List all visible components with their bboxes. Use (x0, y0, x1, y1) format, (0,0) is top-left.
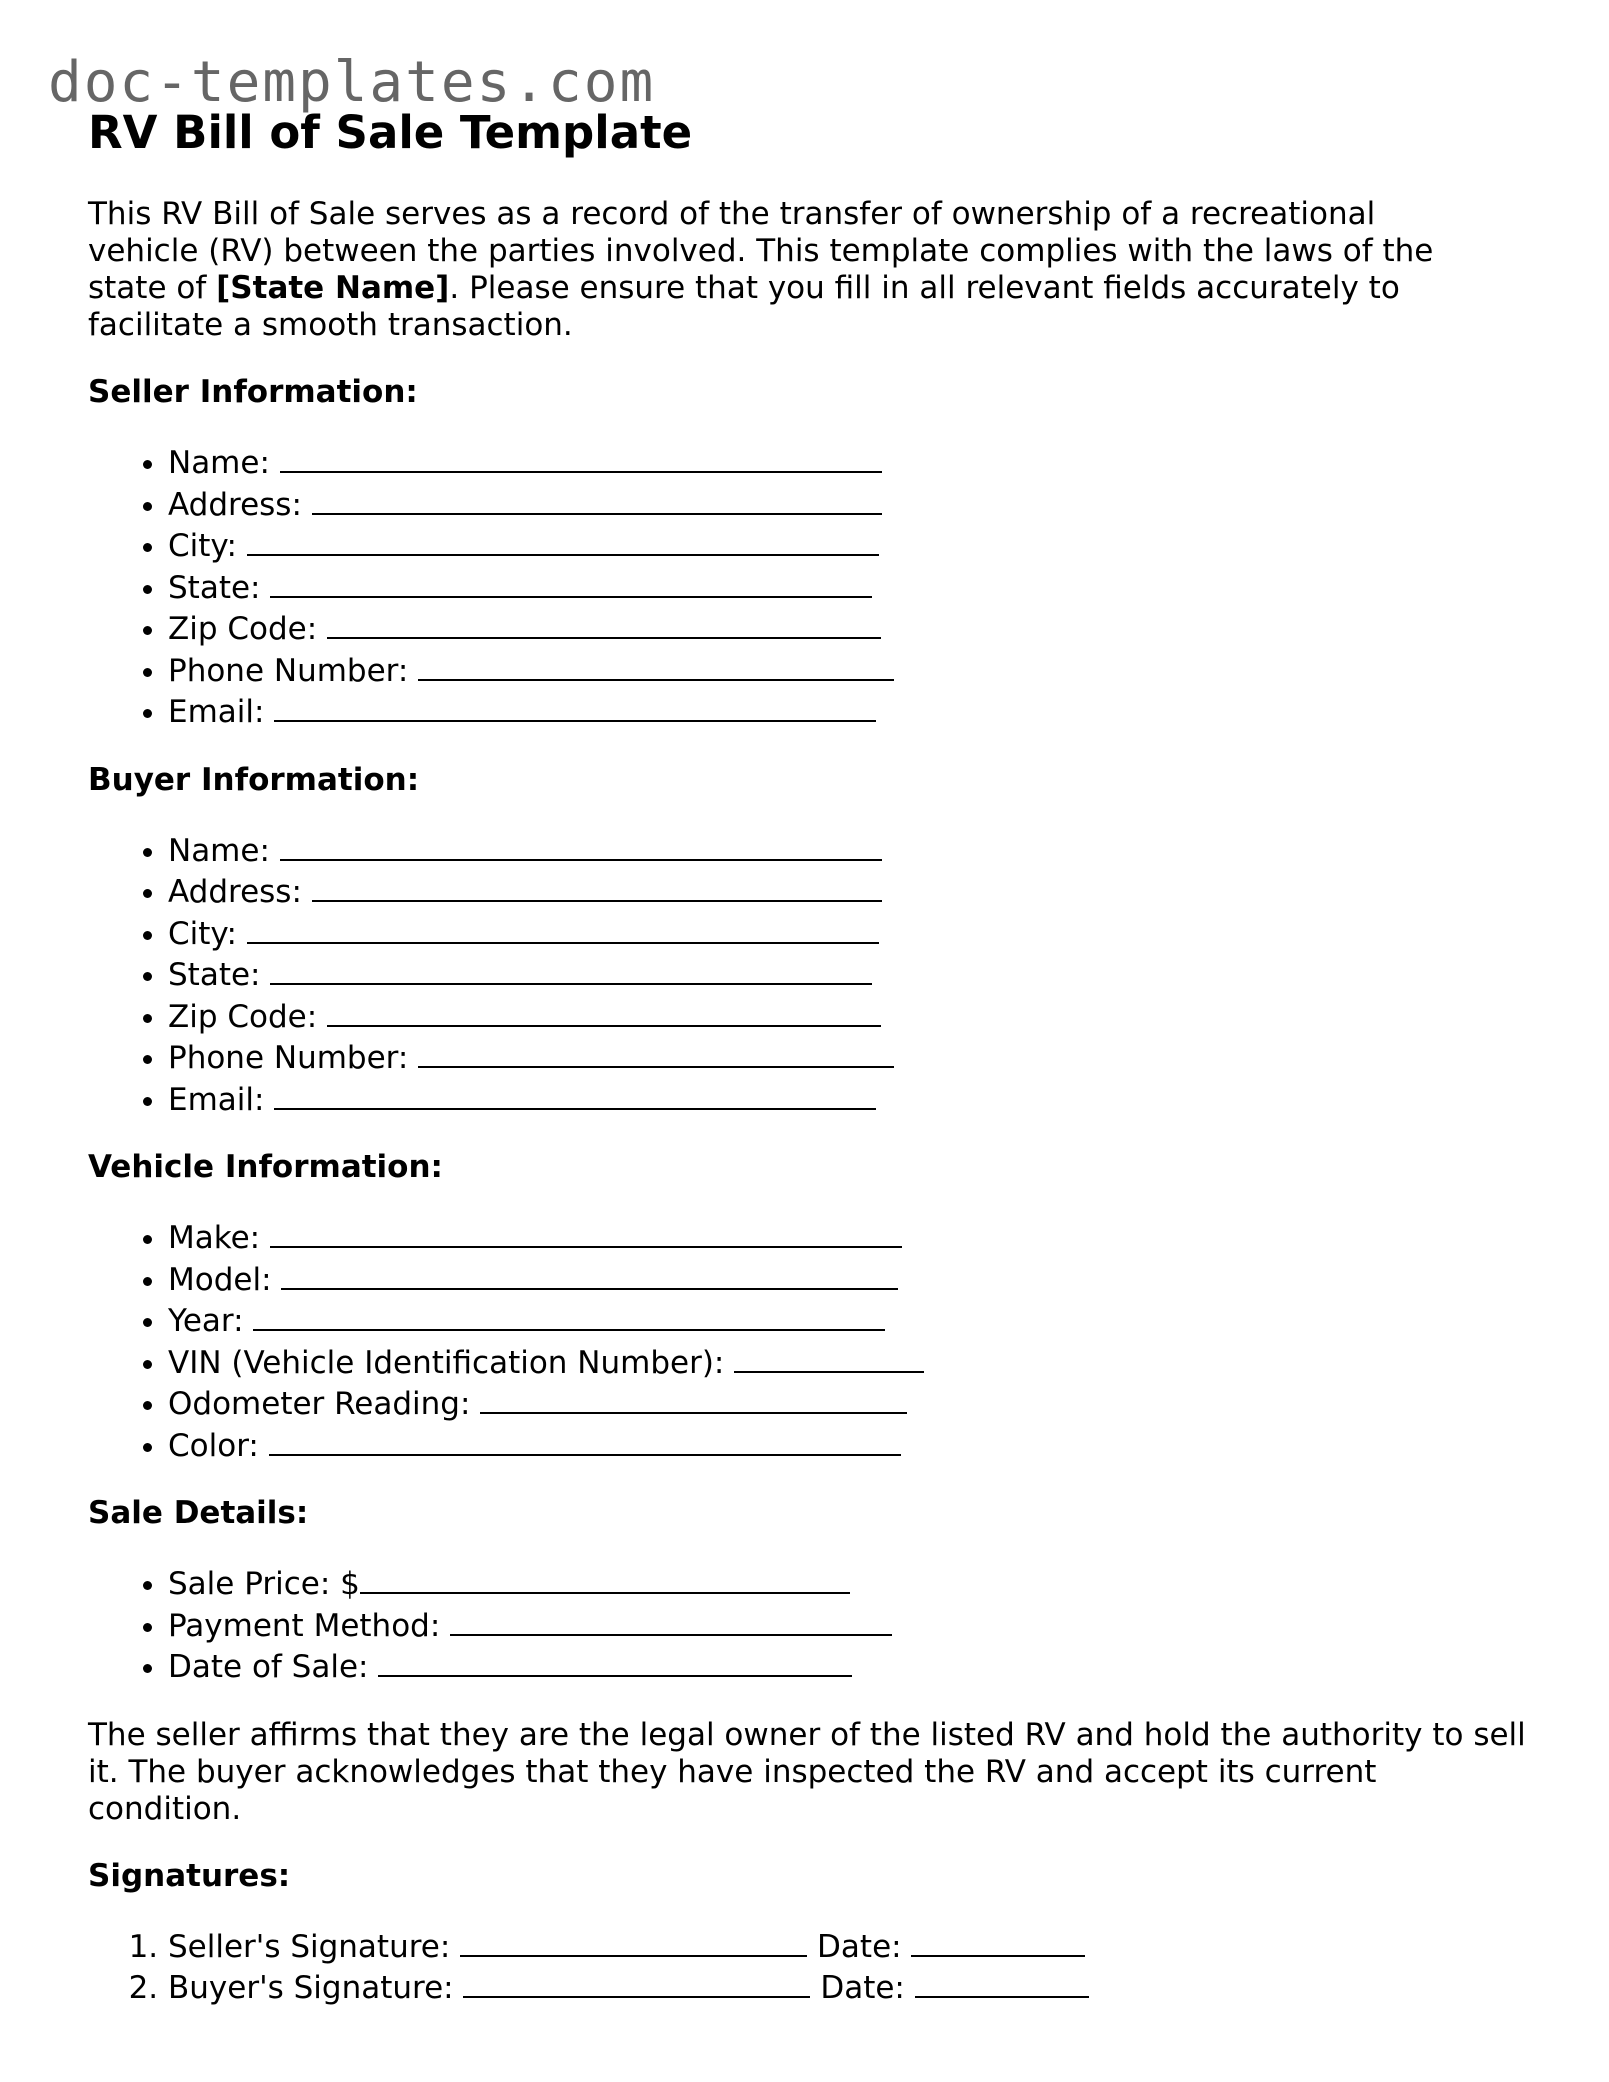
sale-details-heading: Sale Details: (88, 1495, 309, 1531)
fill-line[interactable] (270, 1216, 902, 1248)
field-label: City: (168, 528, 237, 564)
fill-line[interactable] (327, 995, 881, 1027)
date-of-sale-field[interactable] (168, 1645, 1528, 1687)
fill-line[interactable] (450, 1604, 892, 1636)
fill-line[interactable] (253, 1299, 885, 1331)
signature-line[interactable] (460, 1925, 807, 1957)
field-label: Payment Method: (168, 1607, 441, 1644)
seller-phone-field[interactable] (168, 649, 1528, 691)
fill-line[interactable] (418, 1036, 894, 1068)
vehicle-odometer-field[interactable] (168, 1382, 1528, 1424)
seller-address-field[interactable] (168, 483, 1528, 525)
vehicle-color-field[interactable] (168, 1424, 1528, 1466)
seller-name-field[interactable] (168, 441, 1528, 483)
seller-city-field[interactable] (168, 524, 1528, 566)
vehicle-fields-list (88, 1216, 1528, 1465)
field-label: Phone Number: (168, 652, 409, 689)
field-label: Year: (168, 1303, 244, 1339)
field-label: Address: (168, 874, 302, 910)
field-label: Sale Price: $ (168, 1566, 360, 1602)
field-label: State: (168, 957, 261, 993)
affirmation-paragraph: The seller affirms that they are the legal owner of the listed RV and hold the authority to sell it. The buyer acknowledges that they have inspected the RV and accept its current condition. (88, 1716, 1526, 1827)
fill-line[interactable] (281, 1258, 898, 1290)
field-label: City: (168, 915, 237, 952)
field-label: Buyer's Signature: (168, 1970, 454, 2006)
field-label: Date of Sale: (168, 1649, 369, 1685)
signature-line[interactable] (463, 1966, 810, 1998)
field-label: Zip Code: (168, 611, 318, 647)
field-label: Color: (168, 1427, 259, 1464)
date-label: Date: (820, 1970, 905, 2006)
vehicle-information-heading: Vehicle Information: (88, 1149, 443, 1185)
vehicle-year-field[interactable] (168, 1299, 1528, 1341)
field-label: Zip Code: (168, 998, 318, 1035)
field-label: Address: (168, 486, 302, 523)
buyer-city-field[interactable] (168, 912, 1528, 954)
fill-line[interactable] (418, 649, 894, 681)
seller-signature-field[interactable] (168, 1925, 1528, 1967)
field-label: Seller's Signature: (168, 1928, 451, 1965)
seller-email-field[interactable] (168, 690, 1528, 732)
fill-line[interactable] (280, 441, 882, 473)
page-title: RV Bill of Sale Template (88, 106, 693, 159)
buyer-fields-list (88, 829, 1528, 1120)
field-label: Odometer Reading: (168, 1386, 471, 1422)
fill-line[interactable] (247, 524, 879, 556)
seller-fields-list (88, 441, 1528, 732)
field-label: Model: (168, 1261, 272, 1298)
intro-paragraph (88, 196, 1488, 344)
buyer-signature-field[interactable] (168, 1966, 1528, 2008)
intro-text-end: . Please ensure that you fill in all relevant fields accurately to facilitate a smooth transaction. (88, 270, 1400, 343)
buyer-name-field[interactable] (168, 829, 1528, 871)
sale-price-field[interactable] (168, 1562, 1528, 1604)
fill-line[interactable] (360, 1562, 850, 1594)
date-line[interactable] (911, 1925, 1085, 1957)
date-line[interactable] (915, 1966, 1089, 1998)
buyer-state-field[interactable] (168, 953, 1528, 995)
field-label: VIN (Vehicle Identification Number): (168, 1344, 725, 1381)
fill-line[interactable] (270, 953, 872, 985)
field-label: Name: (168, 445, 270, 481)
document-body (88, 106, 1528, 2038)
vehicle-make-field[interactable] (168, 1216, 1528, 1258)
payment-method-field[interactable] (168, 1604, 1528, 1646)
vehicle-model-field[interactable] (168, 1258, 1528, 1300)
seller-state-field[interactable] (168, 566, 1528, 608)
buyer-information-heading: Buyer Information: (88, 761, 420, 798)
field-label: Name: (168, 832, 270, 869)
field-label: Email: (168, 694, 265, 730)
seller-information-heading: Seller Information: (88, 374, 418, 410)
fill-line[interactable] (734, 1341, 924, 1373)
field-label: State: (168, 569, 261, 606)
fill-line[interactable] (312, 483, 882, 515)
fill-line[interactable] (280, 829, 882, 861)
fill-line[interactable] (270, 566, 872, 598)
state-name-placeholder: [State Name] (216, 270, 450, 306)
fill-line[interactable] (312, 870, 882, 902)
buyer-phone-field[interactable] (168, 1036, 1528, 1078)
fill-line[interactable] (327, 607, 881, 639)
fill-line[interactable] (480, 1382, 907, 1414)
fill-line[interactable] (269, 1424, 901, 1456)
field-label: Phone Number: (168, 1040, 409, 1076)
seller-zip-field[interactable] (168, 607, 1528, 649)
sale-fields-list (88, 1562, 1528, 1687)
date-label: Date: (817, 1928, 902, 1965)
buyer-zip-field[interactable] (168, 995, 1528, 1037)
fill-line[interactable] (247, 912, 879, 944)
fill-line[interactable] (378, 1645, 852, 1677)
intro-text-start: This RV Bill of Sale serves as a record of the transfer of ownership of a recreational vehicle (RV) between the parties involved. This template complies with the laws of the state of (88, 196, 1434, 306)
field-label: Make: (168, 1220, 261, 1256)
field-label: Email: (168, 1081, 265, 1118)
signatures-heading: Signatures: (88, 1857, 291, 1894)
signatures-list (88, 1925, 1528, 2008)
fill-line[interactable] (274, 690, 876, 722)
site-watermark: doc-templates.com (48, 50, 656, 115)
buyer-address-field[interactable] (168, 870, 1528, 912)
buyer-email-field[interactable] (168, 1078, 1528, 1120)
vehicle-vin-field[interactable] (168, 1341, 1528, 1383)
fill-line[interactable] (274, 1078, 876, 1110)
